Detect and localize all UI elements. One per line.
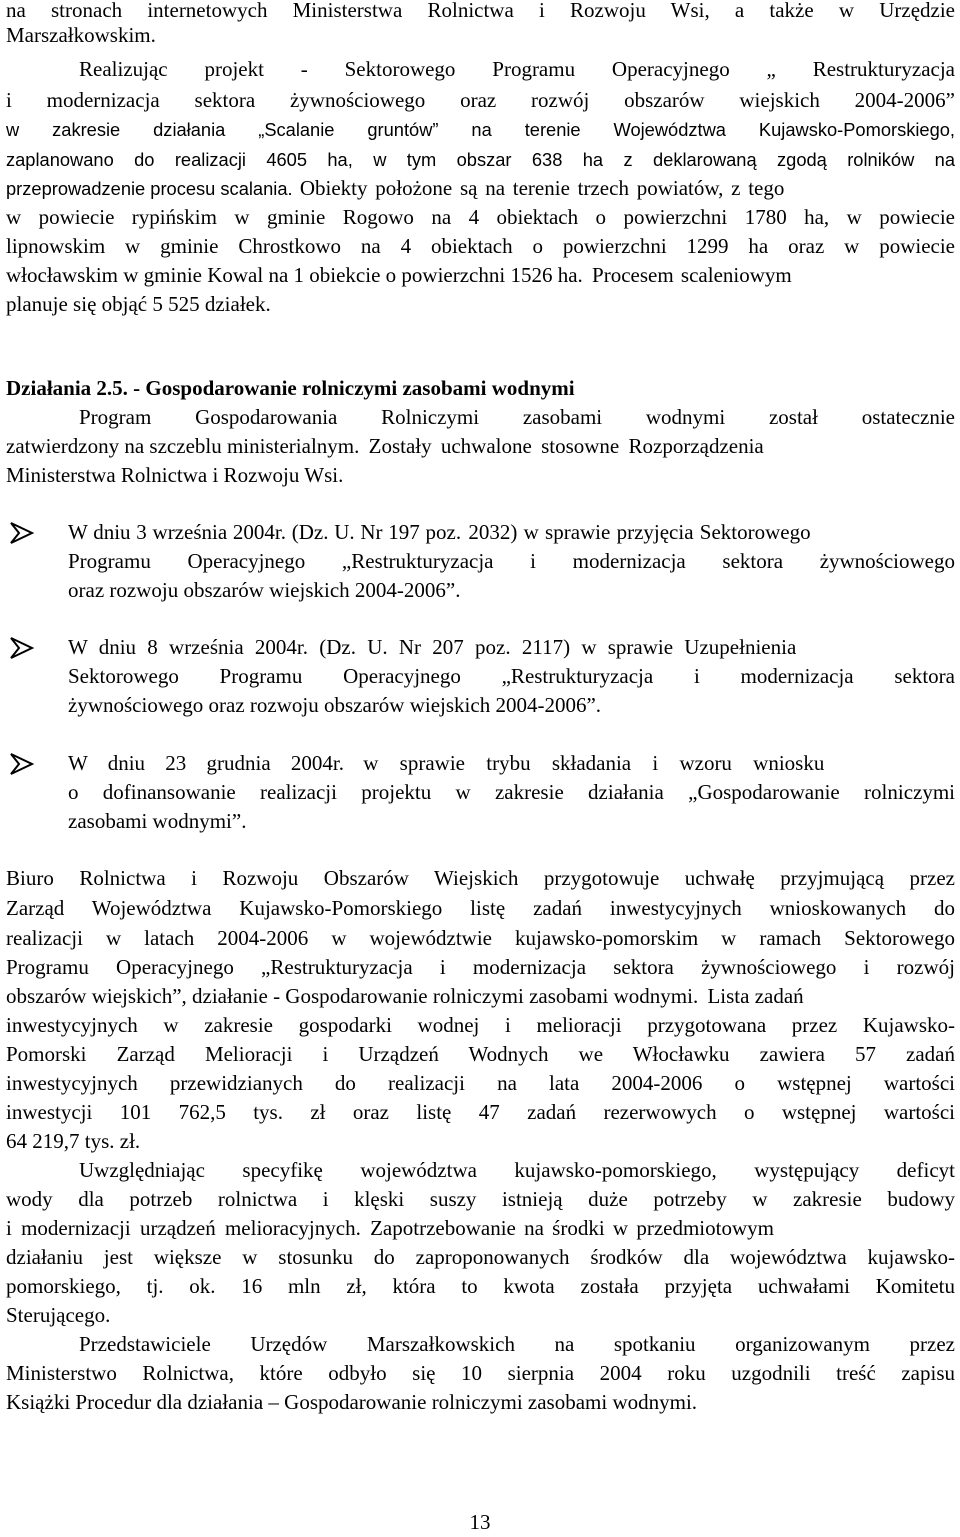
text-line: Przedstawiciele Urzędów Marszałkowskich na spotkaniu organizowanym przez bbox=[79, 1332, 955, 1356]
arrow-bullet-icon bbox=[8, 634, 36, 662]
text-line: żywnościowego oraz rozwoju obszarów wiejskich 2004-2006”. bbox=[68, 693, 602, 717]
text-span: w sprawie trybu składania i wzoru wniosku bbox=[363, 751, 825, 775]
text-line: Program Gospodarowania Rolniczymi zasobami wodnymi został ostatecznie bbox=[79, 405, 955, 429]
text-line-composite bbox=[6, 1214, 955, 1243]
text-line-composite bbox=[6, 982, 955, 1011]
text-line: Marszałkowskim. bbox=[6, 23, 156, 47]
text-line: pomorskiego, tj. ok. 16 mln zł, która to kwota została przyjęta uchwałami Komitetu bbox=[6, 1274, 955, 1298]
text-line: inwestycji 101 762,5 tys. zł oraz listę 47 zadań rezerwowych o wstępnej wartości bbox=[6, 1100, 955, 1124]
text-line: działaniu jest większe w stosunku do zaproponowanych środków dla województwa kujawsko- bbox=[6, 1245, 955, 1269]
text-line: wody dla potrzeb rolnictwa i klęski suszy istnieją duże potrzeby w zakresie budowy bbox=[6, 1187, 955, 1211]
text-span: i modernizacji urządzeń melioracyjnych. bbox=[6, 1216, 361, 1240]
text-span: 2032) w sprawie przyjęcia Sektorowego bbox=[468, 520, 811, 544]
text-line: Pomorski Zarząd Melioracji i Urządzeń Wodnych we Włocławku zawiera 57 zadań bbox=[6, 1042, 955, 1066]
text-line: oraz rozwoju obszarów wiejskich 2004-2006”. bbox=[68, 578, 461, 602]
text-line: Biuro Rolnictwa i Rozwoju Obszarów Wiejskich przygotowuje uchwałę przyjmującą przez bbox=[6, 866, 955, 890]
text-span: włocławskim w gminie Kowal na 1 obiekcie o powierzchni 1526 ha. bbox=[6, 263, 583, 287]
text-line-composite bbox=[68, 633, 955, 662]
text-line: Zarząd Województwa Kujawsko-Pomorskiego listę zadań inwestycyjnych wnioskowanych do bbox=[6, 896, 955, 920]
arrow-bullet-icon bbox=[8, 519, 36, 547]
text-span: przeprowadzenie procesu scalania. bbox=[6, 178, 293, 199]
text-line: w powiecie rypińskim w gminie Rogowo na 4 obiektach o powierzchni 1780 ha, w powiecie bbox=[6, 205, 955, 229]
text-line: w zakresie działania „Scalanie gruntów” na terenie Województwa Kujawsko-Pomorskiego, bbox=[6, 119, 955, 140]
text-line: Sterującego. bbox=[6, 1303, 111, 1327]
section-heading: Działania 2.5. - Gospodarowanie rolniczymi zasobami wodnymi bbox=[6, 376, 575, 400]
text-span: 2117) w sprawie Uzupełnienia bbox=[521, 635, 797, 659]
text-line: zasobami wodnymi”. bbox=[68, 809, 247, 833]
text-span: Procesem scaleniowym bbox=[592, 263, 792, 287]
text-line-composite bbox=[68, 518, 955, 547]
text-span: W dniu 3 września 2004r. (Dz. U. Nr 197 poz. bbox=[68, 520, 462, 544]
text-line: 64 219,7 tys. zł. bbox=[6, 1129, 141, 1153]
text-span: W dniu 8 września 2004r. (Dz. U. Nr 207 poz. bbox=[68, 635, 511, 659]
text-line: Ministerstwa Rolnictwa i Rozwoju Wsi. bbox=[6, 463, 344, 487]
text-span: Obiekty położone są na terenie trzech powiatów, z tego bbox=[299, 176, 785, 200]
text-line: Programu Operacyjnego „Restrukturyzacja i modernizacja sektora żywnościowego bbox=[68, 549, 955, 573]
text-line: Realizując projekt - Sektorowego Programu Operacyjnego „ Restrukturyzacja bbox=[79, 57, 955, 81]
text-span: zatwierdzony na szczeblu ministerialnym. bbox=[6, 434, 360, 458]
text-span: Zostały uchwalone stosowne Rozporządzenia bbox=[368, 434, 764, 458]
text-span: Lista zadań bbox=[707, 984, 804, 1008]
text-span: obszarów wiejskich”, działanie - Gospodarowanie rolniczymi zasobami wodnymi. bbox=[6, 984, 699, 1008]
text-line-composite bbox=[6, 174, 955, 203]
text-line: na stronach internetowych Ministerstwa Rolnictwa i Rozwoju Wsi, a także w Urzędzie bbox=[6, 0, 955, 22]
text-line: Ministerstwo Rolnictwa, które odbyło się 10 sierpnia 2004 roku uzgodnili treść zapisu bbox=[6, 1361, 955, 1385]
text-line: Uwzględniając specyfikę województwa kujawsko-pomorskiego, występujący deficyt bbox=[79, 1158, 955, 1182]
text-line: zaplanowano do realizacji 4605 ha, w tym obszar 638 ha z deklarowaną zgodą rolników na bbox=[6, 149, 955, 170]
text-line: i modernizacja sektora żywnościowego oraz rozwój obszarów wiejskich 2004-2006” bbox=[6, 88, 955, 112]
text-line-composite bbox=[6, 261, 955, 290]
text-line: realizacji w latach 2004-2006 w województwie kujawsko-pomorskim w ramach Sektorowego bbox=[6, 926, 955, 950]
text-line: Sektorowego Programu Operacyjnego „Restrukturyzacja i modernizacja sektora bbox=[68, 664, 955, 688]
text-line: inwestycyjnych w zakresie gospodarki wodnej i melioracji przygotowana przez Kujawsko- bbox=[6, 1013, 955, 1037]
text-line: planuje się objąć 5 525 działek. bbox=[6, 292, 271, 316]
text-line: Książki Procedur dla działania – Gospodarowanie rolniczymi zasobami wodnymi. bbox=[6, 1390, 698, 1414]
arrow-bullet-icon bbox=[8, 750, 36, 778]
text-line: o dofinansowanie realizacji projektu w zakresie działania „Gospodarowanie rolniczymi bbox=[68, 780, 955, 804]
text-line: inwestycyjnych przewidzianych do realizacji na lata 2004-2006 o wstępnej wartości bbox=[6, 1071, 955, 1095]
text-line: Programu Operacyjnego „Restrukturyzacja i modernizacja sektora żywnościowego i rozwój bbox=[6, 955, 955, 979]
page-number: 13 bbox=[469, 1510, 491, 1534]
text-span: Zapotrzebowanie na środki w przedmiotowym bbox=[370, 1216, 774, 1240]
text-line: lipnowskim w gminie Chrostkowo na 4 obiektach o powierzchni 1299 ha oraz w powiecie bbox=[6, 234, 955, 258]
text-span: W dniu 23 grudnia 2004r. bbox=[68, 751, 345, 775]
text-line-composite bbox=[68, 749, 955, 778]
text-line-composite bbox=[6, 432, 955, 461]
